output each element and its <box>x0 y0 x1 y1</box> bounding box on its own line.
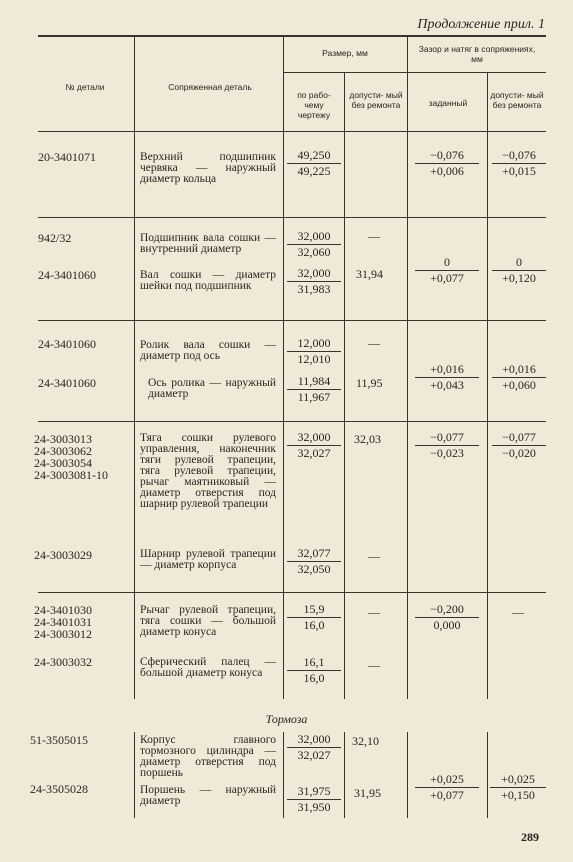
r4-gap-allowed <box>492 430 546 461</box>
r6-allow-b: 31,95 <box>354 786 381 800</box>
r3-gap-top: +0,016 <box>430 362 464 376</box>
r1-gap <box>415 148 479 179</box>
group-sep-3 <box>38 421 546 422</box>
col-divider-1 <box>134 37 135 131</box>
header-mating-part: Сопряженная деталь <box>168 82 252 92</box>
r1-size-bot: 49,225 <box>287 163 341 179</box>
page-number: 289 <box>521 830 539 844</box>
r3-part-b: 24-3401060 <box>38 376 96 390</box>
r6-gapa-bot: +0,150 <box>490 787 546 803</box>
r1-part: 20-3401071 <box>38 150 96 164</box>
r5-allow-b: — <box>368 658 380 672</box>
r3-size-b-top: 11,984 <box>297 374 331 388</box>
continuation-label: Продолжение прил. 1 <box>417 17 545 32</box>
r5-gap-top: −0,200 <box>430 602 464 616</box>
r2-size-a-top: 32,000 <box>297 229 331 243</box>
r6-allow-a: 32,10 <box>352 734 379 748</box>
r2-gapa-top: 0 <box>516 255 522 269</box>
r6-size-b-top: 31,975 <box>297 784 331 798</box>
r4-size-a-top: 32,000 <box>297 430 331 444</box>
r1-size-top: 49,250 <box>297 148 331 162</box>
r4-part-2: 24-3003062 <box>34 444 92 458</box>
r3-gap-bot: +0,043 <box>415 377 479 393</box>
r3-size-b-bot: 11,967 <box>287 389 341 405</box>
r4-gapa-bot: −0,020 <box>492 445 546 461</box>
header-size-allowed: допусти- мый без ремонта <box>349 90 403 110</box>
r1-gapa-top: −0,076 <box>502 148 536 162</box>
r3-allow-a: — <box>368 336 380 350</box>
r3-part-a: 24-3401060 <box>38 337 96 351</box>
r2-gapa-bot: +0,120 <box>492 270 546 286</box>
r6-gap-allowed <box>490 772 546 803</box>
r2-size-b <box>287 266 341 297</box>
r4-allow-a: 32,03 <box>354 432 381 446</box>
r6-gap-bot: +0,077 <box>415 787 479 803</box>
r5-size-a-bot: 16,0 <box>287 617 341 633</box>
r4-gapa-top: −0,077 <box>502 430 536 444</box>
col-divider-3 <box>344 72 345 131</box>
r5-part-1: 24-3401030 <box>34 603 92 617</box>
header-gap-given: заданный <box>428 98 468 108</box>
r2-gap <box>415 255 479 286</box>
r1-gap-allowed <box>492 148 546 179</box>
r2-gap-top: 0 <box>444 255 450 269</box>
r6-part-b: 24-3505028 <box>30 782 88 796</box>
r5-part-b: 24-3003032 <box>34 655 92 669</box>
r1-gap-top: −0,076 <box>430 148 464 162</box>
r4-part-4: 24-3003081-10 <box>34 468 108 482</box>
r3-desc-a: Ролик вала сошки — диаметр под ось <box>140 339 276 362</box>
header-gap: Зазор и натяг в сопряжениях, мм <box>418 44 536 64</box>
r6-gapa-top: +0,025 <box>501 772 535 786</box>
r6-size-a-top: 32,000 <box>297 732 331 746</box>
r1-gap-bot: +0,006 <box>415 163 479 179</box>
r6-col-1 <box>134 732 135 818</box>
r4-size-b-top: 32,077 <box>297 546 331 560</box>
r6-desc-b: Поршень — наружный диаметр <box>140 784 276 807</box>
section-title: Тормоза <box>265 712 308 726</box>
header-part-no: № детали <box>65 82 105 92</box>
r4-part-b: 24-3003029 <box>34 548 92 562</box>
r1-desc: Верхний подшипник червяка — наружный диаметр кольца <box>140 151 276 185</box>
header-gap-allowed: допусти- мый без ремонта <box>490 90 544 110</box>
r5-desc-b: Сферический палец — большой диаметр конуса <box>140 656 276 679</box>
r4-gap-bot: −0,023 <box>415 445 479 461</box>
size-subheader-rule <box>283 72 546 73</box>
r3-size-a <box>287 336 341 367</box>
r6-size-a-bot: 32,027 <box>287 747 341 763</box>
r2-allow-a: — <box>368 229 380 243</box>
r4-part-3: 24-3003054 <box>34 456 92 470</box>
r3-gap-allowed <box>492 362 546 393</box>
header-size: Размер, мм <box>322 48 368 58</box>
r6-gap-top: +0,025 <box>430 772 464 786</box>
group-sep-4 <box>38 592 546 593</box>
r4-allow-b: — <box>368 549 380 563</box>
r3-gapa-top: +0,016 <box>502 362 536 376</box>
r4-size-b-bot: 32,050 <box>287 561 341 577</box>
r2-desc-b: Вал сошки — диаметр шейки под подшипник <box>140 269 276 292</box>
r6-col-2 <box>283 732 284 818</box>
r2-gap-bot: +0,077 <box>415 270 479 286</box>
col-divider-2 <box>283 37 284 131</box>
header-size-drawing: по рабо- чему чертежу <box>297 90 331 120</box>
r4-part-1: 24-3003013 <box>34 432 92 446</box>
r2-part-b: 24-3401060 <box>38 268 96 282</box>
r4-size-b <box>287 546 341 577</box>
r6-size-b <box>287 784 341 815</box>
r3-size-a-top: 12,000 <box>297 336 331 350</box>
col-divider-4 <box>407 37 408 131</box>
r5-part-2: 24-3401031 <box>34 615 92 629</box>
group-sep-1 <box>38 217 546 218</box>
r2-size-a-bot: 32,060 <box>287 244 341 260</box>
r3-desc-b: Ось ролика — наружный диаметр <box>148 377 276 400</box>
group-sep-2 <box>38 320 546 321</box>
r3-gap <box>415 362 479 393</box>
r4-size-a-bot: 32,027 <box>287 445 341 461</box>
r2-size-b-bot: 31,983 <box>287 281 341 297</box>
r2-gap-allowed <box>492 255 546 286</box>
r3-size-b <box>287 374 341 405</box>
r5-part-3: 24-3003012 <box>34 627 92 641</box>
r5-size-b-top: 16,1 <box>303 655 325 669</box>
r6-part-a: 51-3505015 <box>30 733 88 747</box>
r6-size-b-bot: 31,950 <box>287 799 341 815</box>
r2-allow-b: 31,94 <box>356 267 383 281</box>
table-top-rule <box>38 35 546 37</box>
r4-gap <box>415 430 479 461</box>
r5-size-a <box>287 602 341 633</box>
r1-size <box>287 148 341 179</box>
r3-allow-b: 11,95 <box>356 376 383 390</box>
r4-size-a <box>287 430 341 461</box>
r6-col-4 <box>407 732 408 818</box>
col-divider-5 <box>487 72 488 131</box>
r5-gap <box>415 602 479 633</box>
r2-size-b-top: 32,000 <box>297 266 331 280</box>
r6-size-a <box>287 732 341 763</box>
r2-size-a <box>287 229 341 260</box>
r4-desc-b: Шарнир рулевой трапеции — диаметр корпуса <box>140 548 276 571</box>
r6-col-3 <box>344 732 345 818</box>
r6-desc-a: Корпус главного тормозного цилиндра — диаметр отверстия под поршень <box>140 734 276 779</box>
r5-gap-bot: 0,000 <box>415 617 479 633</box>
r2-desc-a: Подшипник вала сошки — внутренний диаметр <box>140 232 276 255</box>
r5-size-a-top: 15,9 <box>303 602 325 616</box>
r5-gap-allowed: — <box>512 605 524 619</box>
r4-desc-a: Тяга сошки рулевого управления, наконечник тяги рулевой трапеции, тяга рулевой трапеции, рычаг маятниковый — диаметр отверстия под шарнир рулевой трапеции <box>140 432 276 510</box>
r3-gapa-bot: +0,060 <box>492 377 546 393</box>
header-bottom-rule <box>38 131 546 132</box>
r3-size-a-bot: 12,010 <box>287 351 341 367</box>
r6-gap <box>415 772 479 803</box>
r6-col-5 <box>487 732 488 818</box>
r2-part-a: 942/32 <box>38 231 72 245</box>
r5-desc-a: Рычаг рулевой трапеции, тяга сошки — большой диаметр конуса <box>140 604 276 638</box>
r5-size-b <box>287 655 341 686</box>
r5-allow-a: — <box>368 605 380 619</box>
r5-size-b-bot: 16,0 <box>287 670 341 686</box>
r4-gap-top: −0,077 <box>430 430 464 444</box>
r1-gapa-bot: +0,015 <box>492 163 546 179</box>
